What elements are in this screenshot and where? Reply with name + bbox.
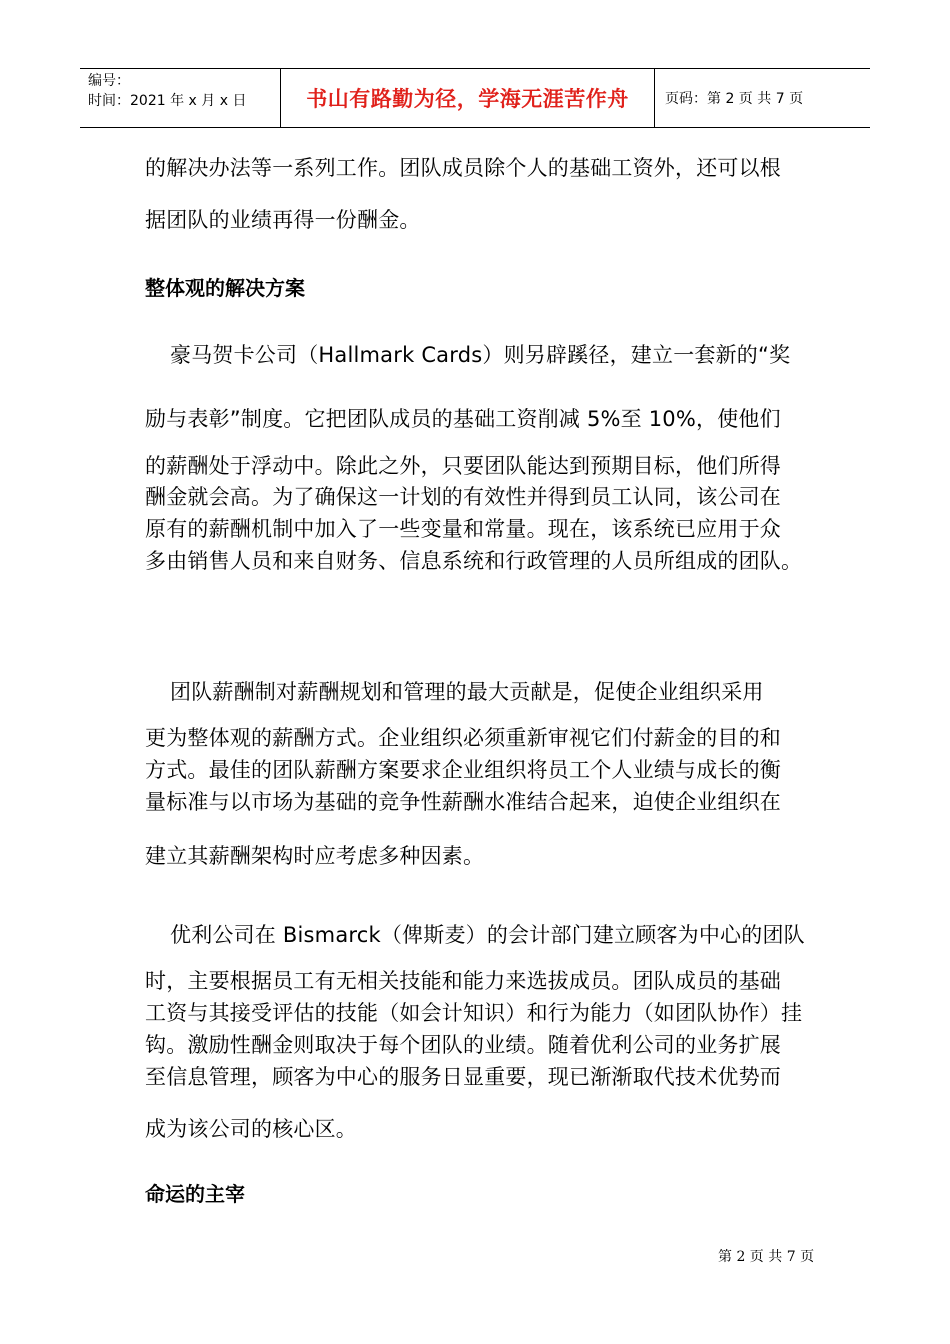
section-heading: 命运的主宰: [145, 1182, 245, 1206]
paragraph-4-line: 成为该公司的核心区。: [145, 1117, 357, 1141]
paragraph-2-line: 的薪酬处于浮动中。除此之外，只要团队能达到预期目标，他们所得: [145, 454, 781, 478]
header-motto: 书山有路勤为径，学海无涯苦作舟: [281, 69, 655, 127]
paragraph-4-line: 工资与其接受评估的技能（如会计知识）和行为能力（如团队协作）挂: [145, 1001, 803, 1025]
paragraph-1-line: 据团队的业绩再得一份酬金。: [145, 208, 421, 232]
paragraph-3-line: 方式。最佳的团队薪酬方案要求企业组织将员工个人业绩与成长的衡: [145, 758, 781, 782]
paragraph-3-line: 量标准与以市场为基础的竞争性薪酬水准结合起来，迫使企业组织在: [145, 790, 781, 814]
paragraph-4-line: 优利公司在 Bismarck（俾斯麦）的会计部门建立顾客为中心的团队: [170, 923, 805, 947]
paragraph-4-line: 钩。激励性酬金则取决于每个团队的业绩。随着优利公司的业务扩展: [145, 1033, 781, 1057]
header-page-label: 页码：第 2 页 共 7 页: [665, 91, 804, 107]
paragraph-3-line: 团队薪酬制对薪酬规划和管理的最大贡献是，促使企业组织采用: [170, 680, 764, 704]
paragraph-1-line: 的解决办法等一系列工作。团队成员除个人的基础工资外，还可以根: [145, 156, 781, 180]
paragraph-2-line: 原有的薪酬机制中加入了一些变量和常量。现在，该系统已应用于众: [145, 517, 781, 541]
paragraph-3-line: 更为整体观的薪酬方式。企业组织必须重新审视它们付薪金的目的和: [145, 726, 781, 750]
paragraph-2-line: 酬金就会高。为了确保这一计划的有效性并得到员工认同，该公司在: [145, 485, 781, 509]
paragraph-4-line: 至信息管理，顾客为中心的服务日显重要，现已渐渐取代技术优势而: [145, 1065, 781, 1089]
section-heading: 整体观的解决方案: [145, 276, 305, 300]
paragraph-4-line: 时，主要根据员工有无相关技能和能力来选拔成员。团队成员的基础: [145, 969, 781, 993]
paragraph-2-line: 豪马贺卡公司（Hallmark Cards）则另辟蹊径，建立一套新的“奖: [170, 343, 791, 367]
footer-page-label: 第 2 页 共 7 页: [718, 1249, 815, 1265]
page-header: [80, 68, 870, 128]
time-label: 时间：2021 年 x 月 x 日: [88, 93, 247, 109]
paragraph-2-line: 多由销售人员和来自财务、信息系统和行政管理的人员所组成的团队。: [145, 549, 803, 573]
paragraph-3-line: 建立其薪酬架构时应考虑多种因素。: [145, 844, 485, 868]
header-meta: [80, 69, 281, 127]
code-label: 编号：: [88, 73, 130, 89]
paragraph-2-line: 励与表彰”制度。它把团队成员的基础工资削减 5%至 10%，使他们: [145, 407, 781, 431]
